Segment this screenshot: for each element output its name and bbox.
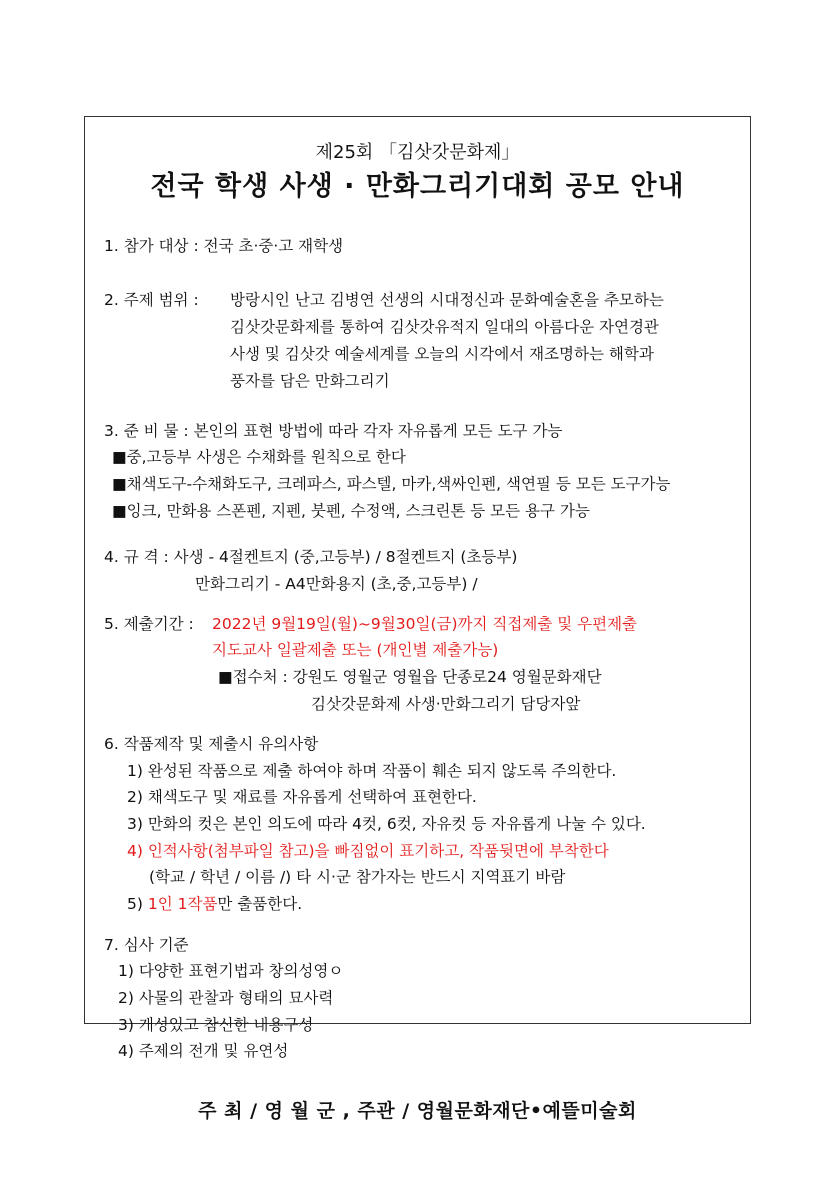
page-title: 전국 학생 사생 · 만화그리기대회 공모 안내 <box>150 171 685 202</box>
section-7-item: 1) 다양한 표현기법과 창의성영ㅇ <box>118 962 344 980</box>
section-3-bullet: ■잉크, 만화용 스폰펜, 지펜, 붓펜, 수정액, 스크린톤 등 모든 용구 가능 <box>112 502 590 520</box>
item5-prefix: 5) <box>127 895 148 913</box>
section-5-address: ■접수처 : 강원도 영월군 영월읍 단종로24 영월문화재단 <box>218 668 602 686</box>
section-2-line: 방랑시인 난고 김병연 선생의 시대정신과 문화예술혼을 추모하는 <box>230 291 664 309</box>
section-4-line-2: 만화그리기 - A4만화용지 (초,중,고등부) / <box>195 575 478 593</box>
section-6-label: 6. 작품제작 및 제출시 유의사항 <box>104 735 319 753</box>
section-2-line: 김삿갓문화제를 통하여 김삿갓유적지 일대의 아름다운 자연경관 <box>230 318 659 336</box>
section-5-recipient: 김삿갓문화제 사생·만화그리기 담당자앞 <box>311 695 581 713</box>
section-4-line-1: 4. 규 격 : 사생 - 4절켄트지 (중,고등부) / 8절켄트지 (초등부) <box>104 548 518 566</box>
section-6-item-highlight: 4) 인적사항(첨부파일 참고)을 빠짐없이 표기하고, 작품뒷면에 부착한다 <box>127 842 609 860</box>
section-5-label: 5. 제출기간 : <box>104 615 194 633</box>
section-5-period: 2022년 9월19일(월)~9월30일(금)까지 직접제출 및 우편제출 <box>212 615 638 633</box>
section-6-item: 1) 완성된 작품으로 제출 하여야 하며 작품이 훼손 되지 않도록 주의한다. <box>127 762 617 780</box>
item5-suffix: 만 출품한다. <box>217 895 303 913</box>
section-2-line: 사생 및 김삿갓 예술세계를 오늘의 시각에서 재조명하는 해학과 <box>230 345 654 363</box>
section-1-target: 1. 참가 대상 : 전국 초·중·고 재학생 <box>104 237 344 255</box>
section-6-item: 2) 채색도구 및 재료를 자유롭게 선택하여 표현한다. <box>127 788 477 806</box>
section-3-bullet: ■중,고등부 사생은 수채화를 원칙으로 한다 <box>112 448 406 466</box>
title-line-1: 제25회 「김삿갓문화제」 <box>315 142 520 163</box>
section-6-item-sub: (학교 / 학년 / 이름 /) 타 시·군 참가자는 반드시 지역표기 바람 <box>149 868 566 886</box>
section-6-item-5 <box>127 894 302 914</box>
section-7-label: 7. 심사 기준 <box>104 936 189 954</box>
section-7-item: 2) 사물의 관찰과 형태의 묘사력 <box>118 989 334 1007</box>
item5-highlight: 1인 1작품 <box>147 895 218 913</box>
section-3-label: 3. 준 비 물 : 본인의 표현 방법에 따라 각자 자유롭게 모든 도구 가능 <box>104 422 563 440</box>
section-7-item: 4) 주제의 전개 및 유연성 <box>118 1042 289 1060</box>
section-6-item: 3) 만화의 컷은 본인 의도에 따라 4컷, 6컷, 자유컷 등 자유롭게 나눌 수 있다. <box>127 815 646 833</box>
section-2-label: 2. 주제 범위 : <box>104 291 199 309</box>
section-5-period-note: 지도교사 일괄제출 또는 (개인별 제출가능) <box>212 641 499 659</box>
organizer-footer: 주 최 / 영 월 군 , 주관 / 영월문화재단•예뜰미술회 <box>198 1100 637 1122</box>
section-7-item: 3) 개성있고 참신한 내용구성 <box>118 1016 314 1034</box>
section-3-bullet: ■채색도구-수채화도구, 크레파스, 파스텔, 마카,색싸인펜, 색연필 등 모든 도구가능 <box>112 475 671 493</box>
section-2-line: 풍자를 담은 만화그리기 <box>230 372 390 390</box>
